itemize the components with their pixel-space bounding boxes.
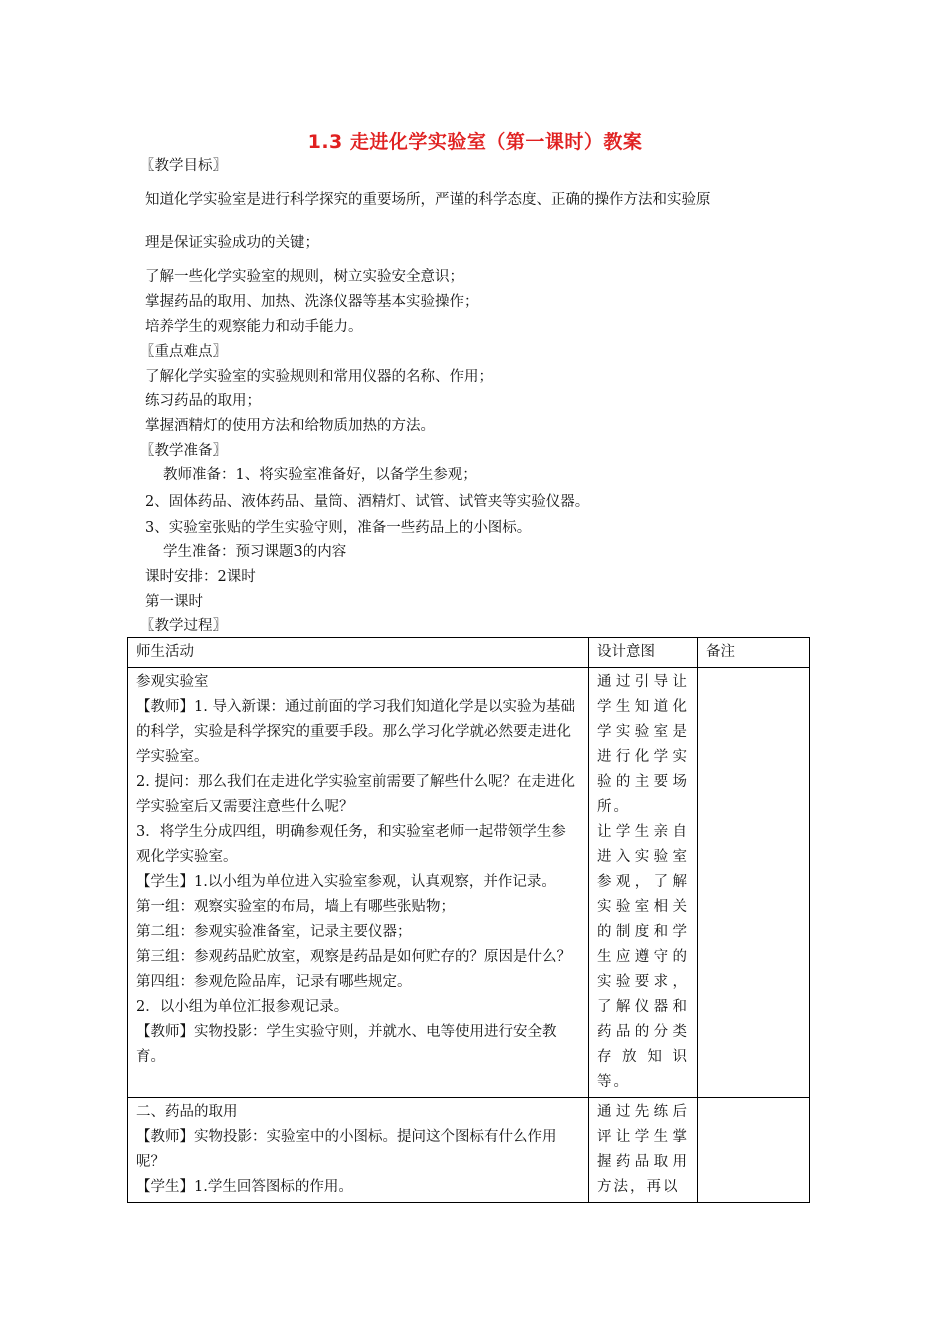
key-line: 掌握酒精灯的使用方法和给物质加热的方法。 xyxy=(145,418,435,434)
activity-paragraph: 【学生】1.以小组为单位进入实验室参观，认真观察，并作记录。 xyxy=(136,874,556,890)
activity-paragraph: 2. 提问：那么我们在走进化学实验室前需要了解些什么呢？在走进化学实验室后又需要注意些什么呢？ xyxy=(136,774,575,815)
prep-line: 3、实验室张贴的学生实验守则，准备一些药品上的小图标。 xyxy=(145,520,532,536)
prep-line: 教师准备：1、将实验室准备好，以备学生参观； xyxy=(163,467,477,483)
intent-paragraph: 通过先练后评让学生掌握药品取用方法，再以 xyxy=(597,1104,689,1195)
table-header-row xyxy=(128,638,810,668)
header-intent: 设计意图 xyxy=(589,638,698,668)
document-title: 1.3 走进化学实验室（第一课时）教案 xyxy=(307,131,643,153)
goals-heading: 〖教学目标〗 xyxy=(140,158,227,174)
activity-paragraph: 【学生】1.学生回答图标的作用。 xyxy=(136,1179,353,1195)
notes-cell xyxy=(698,668,810,1098)
activity-paragraph: 第四组：参观危险品库，记录有哪些规定。 xyxy=(136,974,412,990)
key-line: 练习药品的取用； xyxy=(145,393,261,409)
goals-line: 知道化学实验室是进行科学探究的重要场所，严谨的科学态度、正确的操作方法和实验原 xyxy=(145,192,711,208)
activity-paragraph: 【教师】实物投影：学生实验守则，并就水、电等使用进行安全教育。 xyxy=(136,1024,557,1065)
prep-line: 学生准备：预习课题3的内容 xyxy=(163,544,347,560)
goals-line: 掌握药品的取用、加热、洗涤仪器等基本实验操作； xyxy=(145,294,479,310)
activity-cell xyxy=(128,1098,589,1203)
key-line: 了解化学实验室的实验规则和常用仪器的名称、作用； xyxy=(145,369,493,385)
activity-paragraph: 第三组：参观药品贮放室，观察是药品是如何贮存的？原因是什么？ xyxy=(136,949,571,965)
goals-line: 了解一些化学实验室的规则，树立实验安全意识； xyxy=(145,269,464,285)
goals-line: 理是保证实验成功的关键； xyxy=(145,235,319,251)
intent-paragraph: 让学生亲自进入实验室参观，了解实验室相关的制度和学生应遵守的实验要求，了解仪器和药品的分类存放知识等。 xyxy=(597,824,689,1090)
table-row xyxy=(128,1098,810,1203)
activity-paragraph: 【教师】实物投影：实验室中的小图标。提问这个图标有什么作用呢？ xyxy=(136,1129,557,1170)
header-activity: 师生活动 xyxy=(128,638,589,668)
header-notes: 备注 xyxy=(698,638,810,668)
activity-paragraph: 参观实验室 xyxy=(136,674,209,690)
process-table xyxy=(127,637,810,1203)
activity-paragraph: 【教师】1. 导入新课：通过前面的学习我们知道化学是以实验为基础的科学，实验是科学探究的重要手段。那么学习化学就必然要走进化学实验室。 xyxy=(136,699,575,765)
key-heading: 〖重点难点〗 xyxy=(140,344,227,360)
table-row xyxy=(128,668,810,1098)
process-heading: 〖教学过程〗 xyxy=(140,618,227,634)
intent-paragraph: 通过引导让学生知道化学实验室是进行化学实验的主要场所。 xyxy=(597,674,689,815)
notes-cell xyxy=(698,1098,810,1203)
intent-cell xyxy=(589,668,698,1098)
goals-line: 培养学生的观察能力和动手能力。 xyxy=(145,319,363,335)
activity-paragraph: 2．以小组为单位汇报参观记录。 xyxy=(136,999,349,1015)
activity-paragraph: 第二组：参观实验准备室，记录主要仪器； xyxy=(136,924,412,940)
prep-heading: 〖教学准备〗 xyxy=(140,443,227,459)
activity-paragraph: 第一组：观察实验室的布局，墙上有哪些张贴物； xyxy=(136,899,455,915)
activity-cell xyxy=(128,668,589,1098)
intent-cell xyxy=(589,1098,698,1203)
first-lesson-line: 第一课时 xyxy=(145,594,203,610)
activity-paragraph: 二、药品的取用 xyxy=(136,1104,238,1120)
activity-paragraph: 3．将学生分成四组，明确参观任务，和实验室老师一起带领学生参观化学实验室。 xyxy=(136,824,566,865)
schedule-line: 课时安排：2课时 xyxy=(145,569,256,585)
prep-line: 2、固体药品、液体药品、量筒、酒精灯、试管、试管夹等实验仪器。 xyxy=(145,494,590,510)
